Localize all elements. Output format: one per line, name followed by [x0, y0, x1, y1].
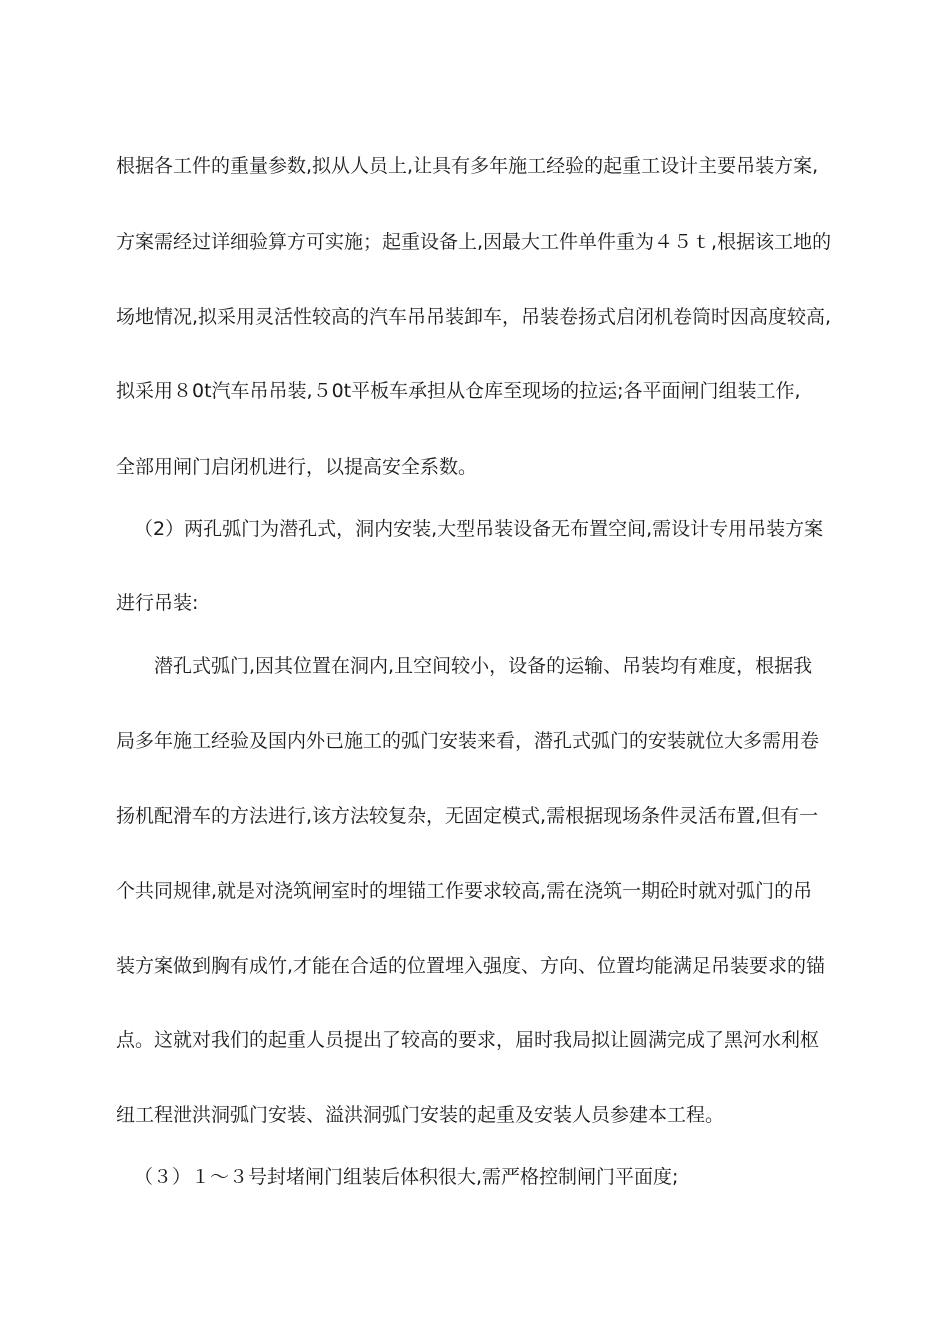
paragraph-line: 拟采用８0t汽车吊吊装,５0t平板车承担从仓库至现场的拉运;各平面闸门组装工作,: [116, 380, 801, 402]
paragraph-line: 个共同规律,就是对浇筑闸室时的埋锚工作要求较高,需在浇筑一期砼时就对弧门的吊: [116, 880, 813, 902]
paragraph-line: 潜孔式弧门,因其位置在洞内,且空间较小，设备的运输、吊装均有难度，根据我: [154, 655, 813, 677]
paragraph-line: 局多年施工经验及国内外已施工的弧门安装来看，潜孔式弧门的安装就位大多需用卷: [116, 730, 820, 752]
paragraph-line: 点。这就对我们的起重人员提出了较高的要求，届时我局拟让圆满完成了黑河水利枢: [116, 1029, 820, 1051]
paragraph-line: 纽工程泄洪洞弧门安装、溢洪洞弧门安装的起重及安装人员参建本工程。: [116, 1104, 725, 1126]
paragraph-line: （３）１～３号封堵闸门组装后体积很大,需严格控制闸门平面度;: [134, 1166, 679, 1188]
paragraph-line: 装方案做到胸有成竹,才能在合适的位置埋入强度、方向、位置均能满足吊装要求的锚: [116, 955, 826, 977]
paragraph-line: 全部用闸门启闭机进行，以提高安全系数。: [116, 456, 478, 478]
paragraph-line: 方案需经过详细验算方可实施；起重设备上,因最大工件单件重为４５ｔ,根据该工地的: [116, 231, 832, 253]
paragraph-line: （2）两孔弧门为潜孔式，洞内安装,大型吊装设备无布置空间,需设计专用吊装方案: [134, 518, 824, 540]
paragraph-line: 扬机配滑车的方法进行,该方法较复杂，无固定模式,需根据现场条件灵活布置,但有一: [116, 805, 819, 827]
paragraph-line: 场地情况,拟采用灵活性较高的汽车吊吊装卸车，吊装卷扬式启闭机卷筒时因高度较高,: [116, 306, 832, 328]
paragraph-line: 根据各工件的重量参数,拟从人员上,让具有多年施工经验的起重工设计主要吊装方案,: [116, 155, 819, 177]
paragraph-line: 进行吊装:: [116, 592, 199, 614]
